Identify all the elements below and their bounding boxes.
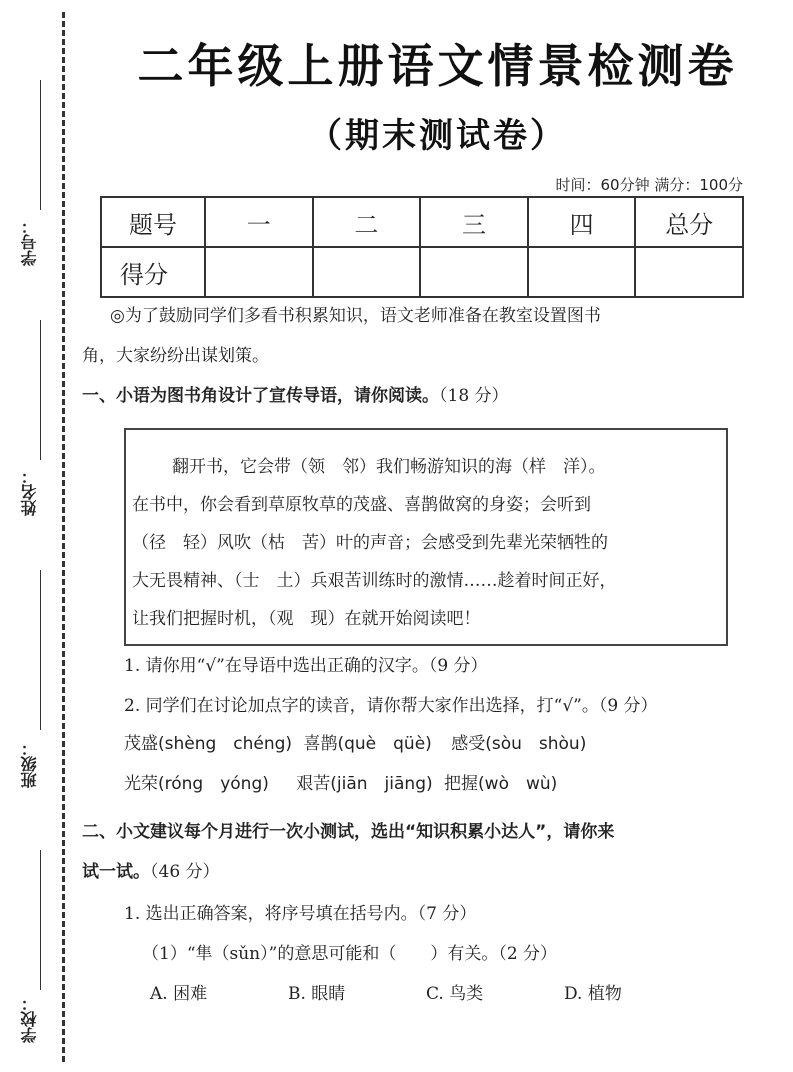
- answer-options: [150, 982, 622, 1006]
- pinyin-word: 把握: [444, 774, 479, 794]
- option-c[interactable]: C. 鸟类: [426, 984, 484, 1004]
- section-1-heading: [82, 384, 509, 408]
- score-cell[interactable]: [313, 247, 421, 297]
- option-a[interactable]: A. 困难: [150, 984, 208, 1004]
- question-1-1: 1. 请你用“√”在导语中选出正确的汉字。（9 分）: [124, 656, 488, 676]
- student-no-line: [40, 80, 41, 210]
- score-header-cell: 三: [420, 197, 528, 247]
- pinyin-word: 茂盛: [124, 734, 158, 754]
- pinyin-options[interactable]: (wò wù): [478, 774, 558, 794]
- option-d[interactable]: D. 植物: [564, 984, 622, 1004]
- pinyin-row: [124, 732, 586, 756]
- score-cell[interactable]: [635, 247, 743, 297]
- cut-line: [62, 12, 65, 1062]
- name-label: 姓名：: [20, 468, 39, 516]
- page-title: 二年级上册语文情景检测卷: [137, 39, 738, 93]
- pinyin-word: 光荣: [124, 774, 158, 794]
- passage-line: 大无畏精神、（士 土）兵艰苦训练时的激情……趁着时间正好，: [132, 571, 617, 591]
- time-info: 时间：60分钟 满分：100分: [555, 176, 743, 194]
- passage-line: 让我们把握时机，（观 现）在就开始阅读吧！: [132, 609, 481, 629]
- score-row-label: 得分: [101, 247, 205, 297]
- pinyin-row: [124, 772, 557, 796]
- score-cell[interactable]: [205, 247, 313, 297]
- passage-line: 在书中，你会看到草原牧草的茂盛、喜鹊做窝的身姿；会听到: [132, 495, 591, 515]
- intro-line-2: 角，大家纷纷出谋划策。: [82, 346, 269, 366]
- class-line: [40, 570, 41, 730]
- score-cell[interactable]: [528, 247, 636, 297]
- page-subtitle: （期末测试卷）: [308, 116, 567, 156]
- passage-line: （径 轻）风吹（枯 苦）叶的声音；会感受到先辈光荣牺牲的: [132, 533, 608, 553]
- pinyin-options[interactable]: (jiān jiāng): [330, 774, 433, 794]
- option-b[interactable]: B. 眼睛: [288, 984, 346, 1004]
- school-label: 学校：: [20, 995, 39, 1043]
- name-line: [40, 320, 41, 460]
- score-table-score-row: [101, 247, 743, 297]
- pinyin-options[interactable]: (róng yóng): [158, 774, 269, 794]
- score-header-cell: 总分: [635, 197, 743, 247]
- score-cell[interactable]: [420, 247, 528, 297]
- binding-margin: [0, 0, 78, 1072]
- question-2-1: 1. 选出正确答案，将序号填在括号内。（7 分）: [124, 904, 477, 924]
- class-label: 班级：: [20, 740, 39, 788]
- pinyin-word: 喜鹊: [303, 734, 338, 754]
- question-1-2: 2. 同学们在讨论加点字的读音，请你帮大家作出选择，打“√”。（9 分）: [124, 696, 658, 716]
- section-1-score: （18 分）: [439, 386, 509, 406]
- pinyin-word: 感受: [451, 734, 486, 754]
- score-header-cell: 一: [205, 197, 313, 247]
- score-table-header-row: [101, 197, 743, 247]
- student-no-label: 学号：: [20, 218, 39, 266]
- section-1-title: 一、小语为图书角设计了宣传导语，请你阅读。: [82, 386, 439, 406]
- section-2-heading-cont: [82, 860, 220, 884]
- score-header-cell: 题号: [101, 197, 205, 247]
- question-2-1-sub-1: （1）“隼（sǔn）”的意思可能和（ ）有关。（2 分）: [142, 944, 558, 964]
- school-line: [40, 850, 41, 990]
- section-2-title: 试一试。: [82, 862, 150, 882]
- intro-line-1: ◎为了鼓励同学们多看书积累知识，语文老师准备在教室设置图书: [110, 306, 601, 326]
- score-header-cell: 四: [528, 197, 636, 247]
- pinyin-options[interactable]: (shèng chéng): [158, 734, 293, 754]
- score-header-cell: 二: [313, 197, 421, 247]
- passage-line: 翻开书，它会带（领 邻）我们畅游知识的海（样 洋）。: [172, 457, 606, 477]
- score-table: [100, 196, 744, 298]
- section-2-score: （46 分）: [150, 862, 220, 882]
- pinyin-word: 艰苦: [296, 774, 331, 794]
- section-2-heading: 二、小文建议每个月进行一次小测试，选出“知识积累小达人”，请你来: [82, 822, 615, 842]
- pinyin-options[interactable]: (sòu shòu): [485, 734, 587, 754]
- pinyin-options[interactable]: (què qüè): [337, 734, 432, 754]
